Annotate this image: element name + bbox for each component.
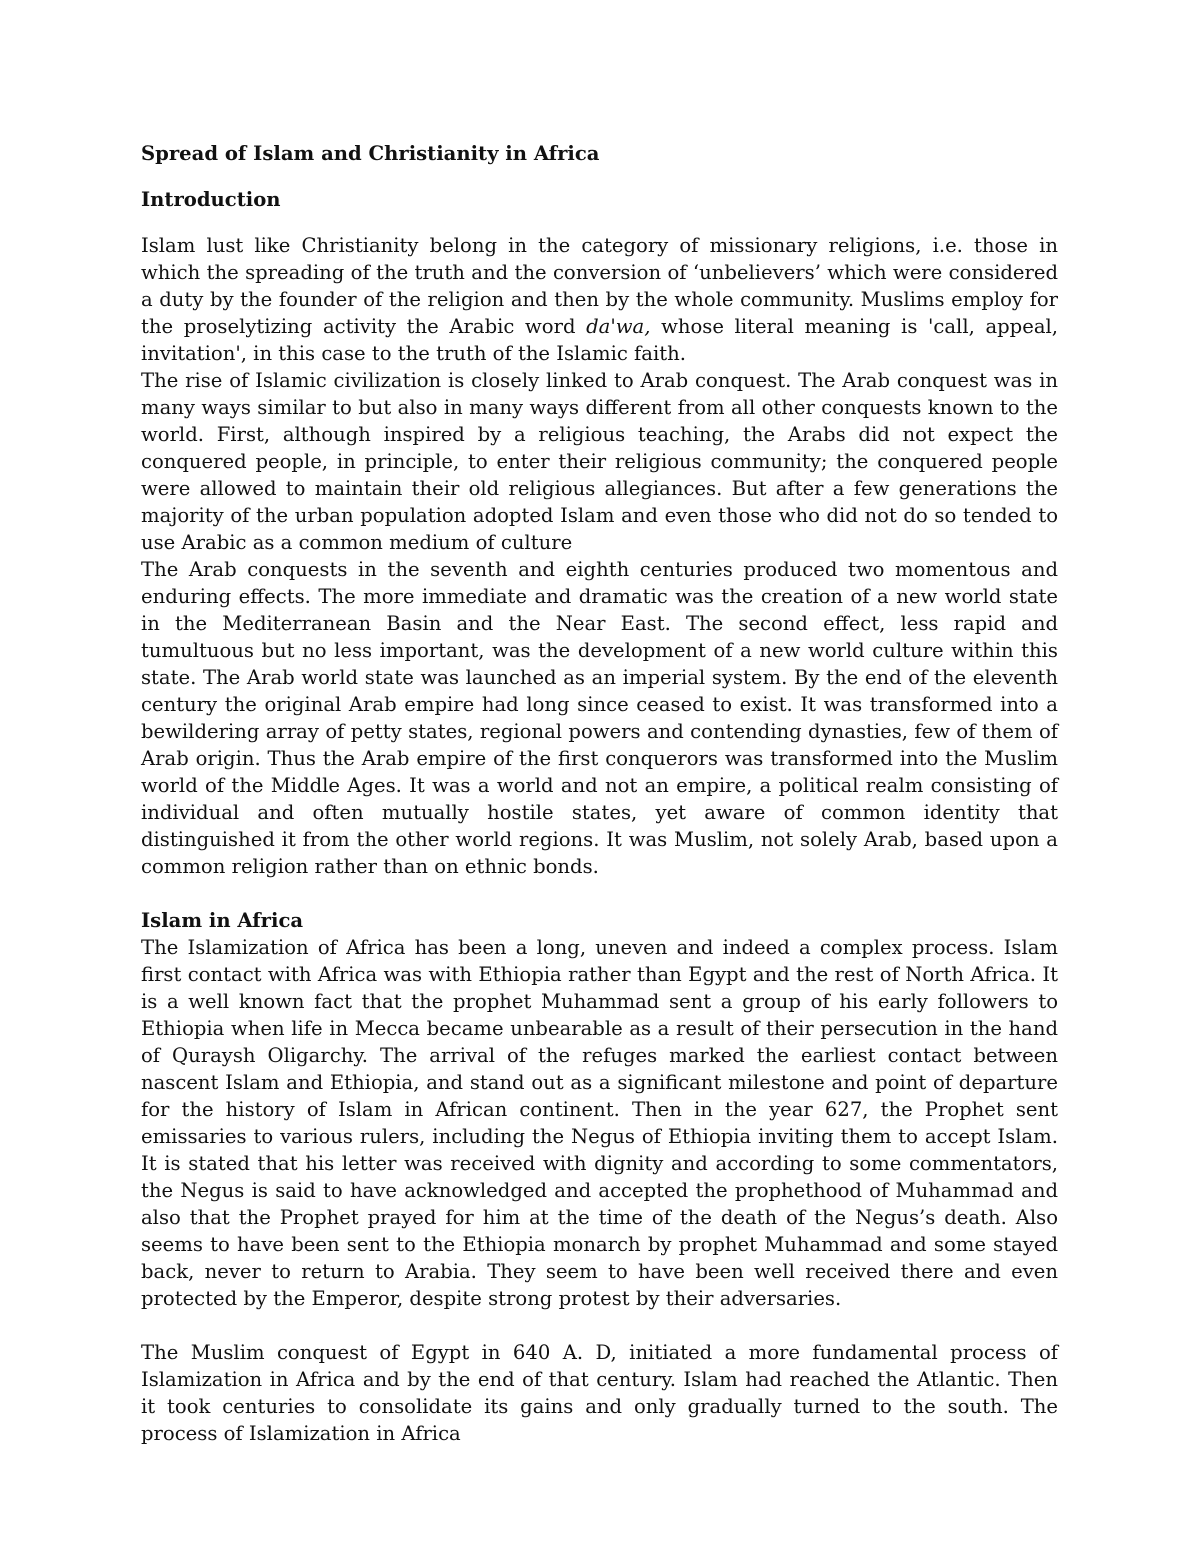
document-title: Spread of Islam and Christianity in Africa bbox=[141, 142, 600, 165]
document-body bbox=[141, 140, 1058, 1447]
paragraph: The Muslim conquest of Egypt in 640 A. D, initiated a more fundamental process of Islamization in Africa and by the end of that century. Islam had reached the Atlantic. Then it took centuries to consolidate its gains and only gradually turned to the south. The process of Islamization in Africa bbox=[141, 1341, 1058, 1445]
section-heading-islam-in-africa: Islam in Africa bbox=[141, 909, 304, 932]
section-heading-introduction: Introduction bbox=[141, 188, 281, 211]
paragraph-text: Islam lust like Christianity belong in the category of missionary religions, i.e. those in which the spreading of the truth and the conversion of ‘unbelievers’ which were considered a duty by the founder of the religion and then by the whole community. Muslims employ for the proselytizing activity the Arabic word bbox=[141, 234, 1058, 338]
paragraph: The rise of Islamic civilization is closely linked to Arab conquest. The Arab conquest was in many ways similar to but also in many ways different from all other conquests known to the world. First, although inspired by a religious teaching, the Arabs did not expect the conquered people, in principle, to enter their religious community; the conquered people were allowed to maintain their old religious allegiances. But after a few generations the majority of the urban population adopted Islam and even those who did not do so tended to use Arabic as a common medium of culture bbox=[141, 369, 1058, 554]
paragraph: The Arab conquests in the seventh and eighth centuries produced two momentous and enduring effects. The more immediate and dramatic was the creation of a new world state in the Mediterranean Basin and the Near East. The second effect, less rapid and tumultuous but no less important, was the development of a new world culture within this state. The Arab world state was launched as an imperial system. By the end of the eleventh century the original Arab empire had long since ceased to exist. It was transformed into a bewildering array of petty states, regional powers and contending dynasties, few of them of Arab origin. Thus the Arab empire of the first conquerors was transformed into the Muslim world of the Middle Ages. It was a world and not an empire, a political realm consisting of individual and often mutually hostile states, yet aware of common identity that distinguished it from the other world regions. It was Muslim, not solely Arab, based upon a common religion rather than on ethnic bonds. bbox=[141, 558, 1058, 878]
paragraph: The Islamization of Africa has been a long, uneven and indeed a complex process. Islam first contact with Africa was with Ethiopia rather than Egypt and the rest of North Africa. It is a well known fact that the prophet Muhammad sent a group of his early followers to Ethiopia when life in Mecca became unbearable as a result of their persecution in the hand of Quraysh Oligarchy. The arrival of the refuges marked the earliest contact between nascent Islam and Ethiopia, and stand out as a significant milestone and point of departure for the history of Islam in African continent. Then in the year 627, the Prophet sent emissaries to various rulers, including the Negus of Ethiopia inviting them to accept Islam. It is stated that his letter was received with dignity and according to some commentators, the Negus is said to have acknowledged and accepted the prophethood of Muhammad and also that the Prophet prayed for him at the time of the death of the Negus’s death. Also seems to have been sent to the Ethiopia monarch by prophet Muhammad and some stayed back, never to return to Arabia. They seem to have been well received there and even protected by the Emperor, despite strong protest by their adversaries. bbox=[141, 936, 1058, 1310]
paragraph-text: whose literal meaning is 'call, appeal, invitation', in this case to the truth of the Islamic faith. bbox=[141, 315, 1058, 365]
paragraph bbox=[141, 232, 1058, 367]
arabic-term: da'wa, bbox=[586, 315, 651, 338]
